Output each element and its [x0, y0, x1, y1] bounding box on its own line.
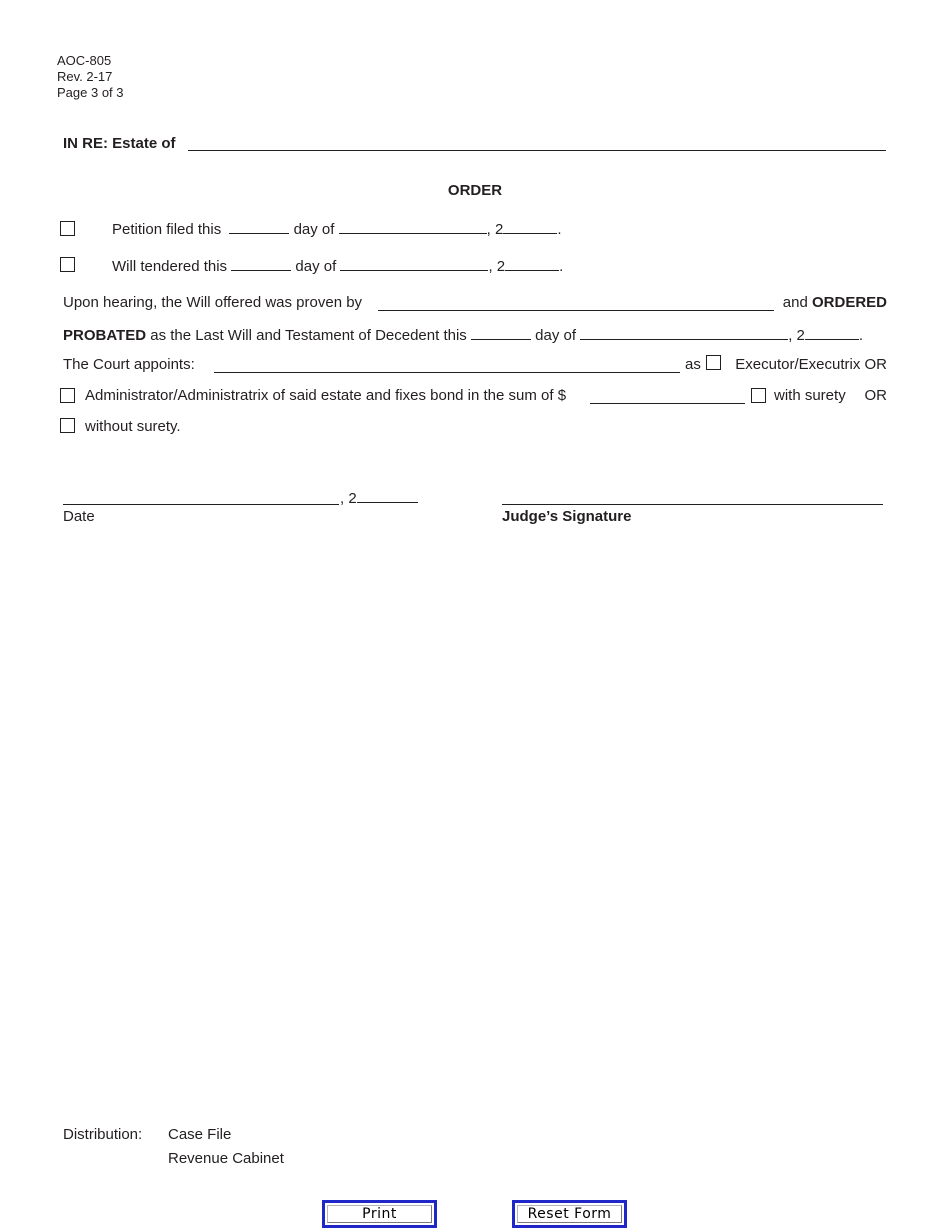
- proven-by-field[interactable]: [378, 296, 774, 311]
- bond-amount-field[interactable]: [590, 389, 745, 404]
- probated-day-field[interactable]: [471, 325, 531, 340]
- will-year-field[interactable]: [505, 256, 559, 271]
- will-tendered-label: Will tendered this: [112, 258, 228, 275]
- will-end: .: [559, 258, 564, 275]
- probated-year-field[interactable]: [805, 325, 859, 340]
- or-label: OR: [864, 387, 887, 404]
- administrator-checkbox[interactable]: [60, 388, 75, 403]
- petition-month-field[interactable]: [339, 219, 487, 234]
- reset-form-button-label: Reset Form: [517, 1205, 622, 1223]
- in-re-label: IN RE: Estate of: [63, 135, 176, 152]
- date-field[interactable]: [63, 490, 339, 505]
- petition-filed-row: [112, 219, 561, 239]
- appoints-as: as: [685, 356, 701, 373]
- distribution-item: Case File: [168, 1126, 232, 1143]
- probated-row: [63, 325, 863, 345]
- without-surety-checkbox[interactable]: [60, 418, 75, 433]
- probated-bold: PROBATED: [63, 327, 147, 344]
- will-year-prefix: , 2: [488, 258, 506, 275]
- appoints-text: The Court appoints:: [63, 356, 195, 373]
- form-number: AOC-805: [57, 53, 112, 68]
- page-number: Page 3 of 3: [57, 85, 124, 100]
- hearing-ordered: [783, 294, 887, 312]
- print-button-label: Print: [327, 1205, 432, 1223]
- will-tendered-checkbox[interactable]: [60, 257, 75, 272]
- with-surety-label: with surety: [774, 387, 846, 404]
- probated-year-prefix: , 2: [788, 327, 805, 344]
- hearing-and: and: [782, 294, 808, 311]
- probated-day-of: day of: [535, 327, 577, 344]
- date-label: Date: [63, 508, 95, 525]
- executor-checkbox[interactable]: [706, 355, 721, 370]
- ordered-text: ORDERED: [811, 294, 887, 311]
- petition-year-field[interactable]: [503, 219, 557, 234]
- will-tendered-row: [112, 256, 563, 276]
- petition-filed-label: Petition filed this: [112, 221, 222, 238]
- judge-signature-field[interactable]: [502, 490, 883, 505]
- appointee-field[interactable]: [214, 358, 680, 373]
- will-day-field[interactable]: [231, 256, 291, 271]
- form-revision: Rev. 2-17: [57, 69, 113, 84]
- petition-filed-checkbox[interactable]: [60, 221, 75, 236]
- print-button[interactable]: [322, 1200, 437, 1228]
- petition-day-field[interactable]: [229, 219, 289, 234]
- petition-end: .: [557, 221, 562, 238]
- reset-form-button[interactable]: [512, 1200, 627, 1228]
- estate-name-field[interactable]: [188, 136, 886, 151]
- with-surety-checkbox[interactable]: [751, 388, 766, 403]
- date-year-row: [340, 488, 418, 508]
- petition-day-of: day of: [293, 221, 335, 238]
- without-surety-label: without surety.: [85, 418, 181, 435]
- will-month-field[interactable]: [340, 256, 488, 271]
- executor-label: Executor/Executrix OR: [735, 356, 887, 373]
- judge-signature-label: Judge’s Signature: [502, 508, 632, 525]
- probated-end: .: [858, 327, 864, 344]
- date-year-prefix: , 2: [340, 490, 357, 507]
- petition-year-prefix: , 2: [486, 221, 504, 238]
- hearing-text: Upon hearing, the Will offered was proven by: [63, 294, 363, 311]
- probated-month-field[interactable]: [580, 325, 788, 340]
- will-day-of: day of: [295, 258, 337, 275]
- administrator-text: Administrator/Administratrix of said estate and fixes bond in the sum of $: [85, 387, 567, 404]
- distribution-label: Distribution:: [63, 1126, 143, 1143]
- date-year-field[interactable]: [357, 488, 418, 503]
- order-title: ORDER: [447, 182, 503, 199]
- distribution-item: Revenue Cabinet: [168, 1150, 284, 1167]
- probated-text: as the Last Will and Testament of Decedent this: [150, 327, 467, 344]
